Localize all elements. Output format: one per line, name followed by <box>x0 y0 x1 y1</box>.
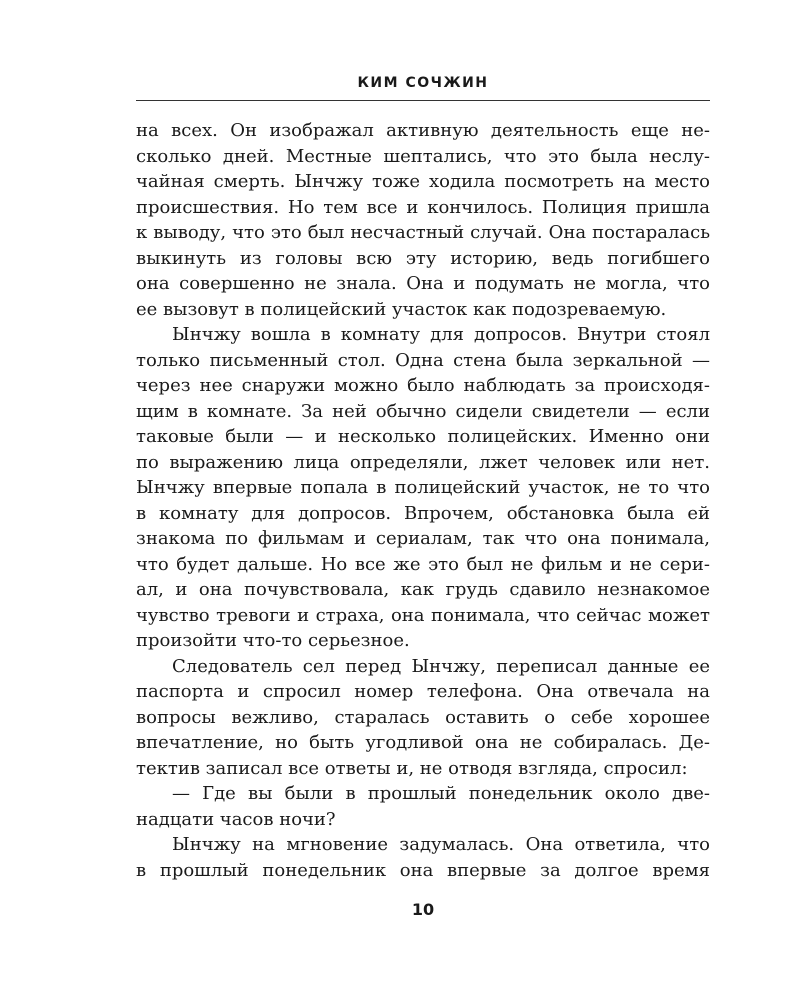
text-line: на всех. Он изображал активную деятельность еще не- <box>136 120 710 141</box>
paragraph <box>136 832 710 883</box>
text-line: ал, и она почувствовала, как грудь сдавило незнакомое <box>136 579 710 600</box>
text-line: таковые были — и несколько полицейских. Именно они <box>136 426 710 447</box>
text-line: к выводу, что это был несчастный случай. Она постаралась <box>136 222 710 243</box>
text-line: что будет дальше. Но все же это был не фильм и не сери- <box>136 553 710 575</box>
text-line: впечатление, но быть угодливой она не собиралась. Де- <box>136 732 710 753</box>
paragraph <box>136 654 710 782</box>
text-line: знакома по фильмам и сериалам, так что она понимала, <box>136 528 710 549</box>
text-line: чайная смерть. Ынчжу тоже ходила посмотреть на место <box>136 171 710 192</box>
running-head: КИМ СОЧЖИН <box>357 75 489 91</box>
text-line: Ынчжу впервые попала в полицейский участок, не то что <box>136 477 710 498</box>
text-line: в комнату для допросов. Впрочем, обстановка была ей <box>136 502 710 524</box>
text-line: сколько дней. Местные шептались, что это была неслу- <box>136 145 710 167</box>
header-rule <box>136 100 710 101</box>
text-line: ее вызовут в полицейский участок как подозреваемую. <box>136 298 667 320</box>
text-line: выкинуть из головы всю эту историю, ведь погибшего <box>136 247 710 269</box>
text-line: по выражению лица определяли, лжет человек или нет. <box>136 451 710 473</box>
dialogue-paragraph <box>136 781 710 832</box>
text-line: Следователь сел перед Ынчжу, переписал данные ее <box>172 655 710 677</box>
text-line: тектив записал все ответы и, не отводя взгляда, спросил: <box>136 757 688 779</box>
text-line: чувство тревоги и страха, она понимала, что сейчас может <box>136 604 710 626</box>
page-number: 10 <box>411 900 435 919</box>
text-line: надцати часов ночи? <box>136 808 336 830</box>
body-text <box>136 118 710 883</box>
text-line: через нее снаружи можно было наблюдать за происходя- <box>136 375 710 396</box>
text-line: она совершенно не знала. Она и подумать не могла, что <box>136 273 710 294</box>
paragraph <box>136 118 710 322</box>
text-line: только письменный стол. Одна стена была зеркальной — <box>136 349 710 371</box>
text-line: вопросы вежливо, старалась оставить о себе хорошее <box>136 706 710 728</box>
paragraph <box>136 322 710 654</box>
text-line: щим в комнате. За ней обычно сидели свидетели — если <box>136 400 710 422</box>
text-line: произойти что-то серьезное. <box>136 630 410 651</box>
text-line: Ынчжу на мгновение задумалась. Она ответила, что <box>172 834 710 855</box>
text-line: паспорта и спросил номер телефона. Она отвечала на <box>136 681 710 702</box>
text-line: — Где вы были в прошлый понедельник около две- <box>172 783 710 804</box>
text-line: Ынчжу вошла в комнату для допросов. Внутри стоял <box>172 324 710 345</box>
text-line: в прошлый понедельник она впервые за долгое время <box>136 859 710 881</box>
text-line: происшествия. Но тем все и кончилось. Полиция пришла <box>136 196 710 218</box>
